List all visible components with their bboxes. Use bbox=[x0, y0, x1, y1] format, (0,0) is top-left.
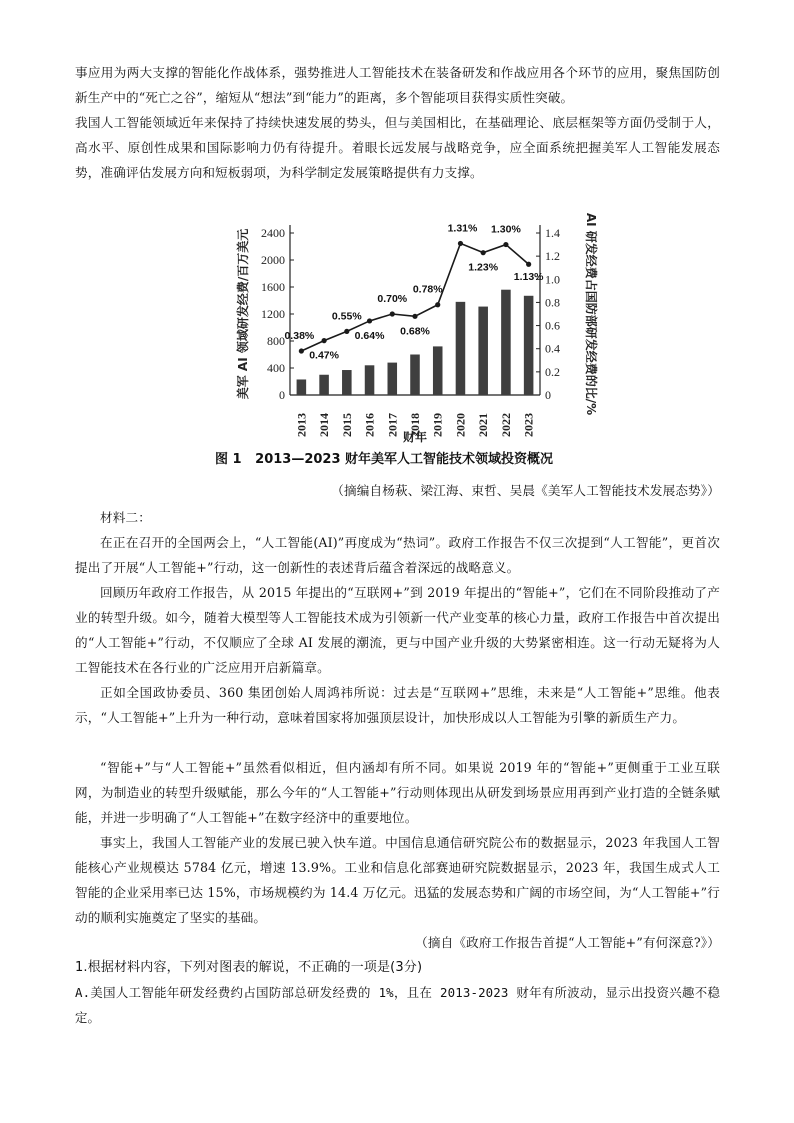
bar-2017 bbox=[388, 363, 398, 395]
ratio-data-label: 1.31% bbox=[447, 222, 478, 235]
x-tick-label: 2020 bbox=[453, 413, 468, 437]
material2-paragraph-5: 事实上，我国人工智能产业的发展已驶入快车道。中国信息通信研究院公布的数据显示，2023 年我国人工智能核心产业规模达 5784 亿元，增速 13.9%。工业和信息化部赛迪研究院数据显示，2023 年，我国生成式人工智能的企业采用率已达 15%，市场规模约为 14.4 万亿元。迅猛的发展态势和广阔的市场空间，为“人工智能+”行动的顺利实施奠定了坚实的基础。 bbox=[75, 835, 720, 925]
x-tick-label: 2023 bbox=[521, 413, 536, 437]
right-tick-label: 0.4 bbox=[545, 341, 560, 356]
question-stem: 1.根据材料内容，下列对图表的解说，不正确的一项是(3分) bbox=[75, 960, 423, 975]
material2-paragraph-2: 回顾历年政府工作报告，从 2015 年提出的“互联网+”到 2019 年提出的“智能+”，它们在不同阶段推动了产业的转型升级。如今，随着大模型等人工智能技术成为引领新一代产业变革的核心力量，政府工作报告中首次提出的“人工智能+”行动，不仅顺应了全球 AI 发展的潮流，更与中国产业升级的大势紧密相连。这一行动无疑将为人工智能技术在各行业的广泛应用开启新篇章。 bbox=[75, 585, 720, 675]
figure-title: 2013—2023 财年美军人工智能技术领域投资概况 bbox=[255, 452, 554, 467]
ratio-data-label: 0.78% bbox=[412, 283, 443, 296]
material2-heading: 材料二： bbox=[100, 510, 151, 525]
ratio-point-2022 bbox=[503, 242, 508, 247]
left-tick-label: 0 bbox=[279, 388, 285, 402]
right-tick-label: 0.6 bbox=[545, 318, 560, 333]
x-tick-label: 2015 bbox=[339, 413, 354, 437]
right-tick-label: 1.0 bbox=[545, 272, 560, 287]
ratio-point-2013 bbox=[299, 348, 304, 353]
ratio-data-label: 1.13% bbox=[513, 271, 544, 284]
right-tick-label: 1.2 bbox=[545, 249, 560, 264]
left-tick-label: 2400 bbox=[261, 226, 285, 240]
left-tick-label: 800 bbox=[267, 334, 285, 348]
ratio-point-2016 bbox=[367, 318, 372, 323]
right-tick-label: 0.2 bbox=[545, 364, 560, 379]
ratio-data-label: 0.47% bbox=[309, 349, 339, 362]
bar-2023 bbox=[524, 296, 534, 395]
x-tick-label: 2013 bbox=[294, 413, 309, 437]
ratio-data-label: 0.70% bbox=[377, 293, 408, 305]
ratio-data-label: 0.64% bbox=[354, 329, 385, 342]
material2-source: （摘自《政府工作报告首提“人工智能+”有何深意?》） bbox=[415, 935, 720, 950]
paragraph-intro-2: 我国人工智能领域近年来保持了持续快速发展的势头，但与美国相比，在基础理论、底层框架等方面仍受制于人，高水平、原创性成果和国际影响力仍有待提升。着眼长远发展与战略竞争，应全面系统把握美军人工智能发展态势，准确评估发展方向和短板弱项，为科学制定发展策略提供有力支撑。 bbox=[75, 115, 720, 180]
x-tick-label: 2014 bbox=[317, 413, 332, 437]
x-tick-label: 2022 bbox=[498, 413, 513, 437]
ratio-data-label: 0.68% bbox=[400, 325, 430, 338]
ratio-point-2017 bbox=[390, 311, 395, 316]
x-tick-label: 2021 bbox=[476, 413, 491, 437]
ratio-point-2014 bbox=[321, 338, 326, 343]
bar-2014 bbox=[319, 375, 329, 395]
bar-2020 bbox=[456, 302, 466, 395]
ratio-data-label: 1.30% bbox=[491, 223, 521, 236]
bar-2022 bbox=[501, 290, 511, 395]
figure-source: （摘编自杨萩、梁江海、束哲、吴晨《美军人工智能技术发展态势》） bbox=[331, 483, 720, 498]
x-axis-title: 财年 bbox=[402, 430, 428, 444]
right-tick-label: 1.4 bbox=[545, 226, 560, 240]
bar-2021 bbox=[478, 307, 488, 395]
ratio-data-label: 0.55% bbox=[331, 310, 362, 323]
left-tick-label: 1600 bbox=[261, 280, 285, 294]
ratio-point-2023 bbox=[526, 262, 531, 267]
investment-chart bbox=[215, 205, 615, 475]
figure-number: 图 1 bbox=[215, 452, 242, 467]
right-tick-label: 0 bbox=[545, 388, 551, 402]
chart-svg bbox=[215, 205, 615, 445]
question-option-a: A.美国人工智能年研发经费约占国防部总研发经费的 1%，且在 2013-2023 财年有所波动，显示出投资兴趣不稳定。 bbox=[75, 985, 720, 1025]
bar-2015 bbox=[342, 370, 352, 395]
ratio-data-label: 1.23% bbox=[468, 261, 499, 274]
ratio-data-label: 0.38% bbox=[284, 330, 315, 343]
x-tick-label: 2017 bbox=[385, 413, 400, 437]
material2-paragraph-4: “智能+”与“人工智能+”虽然看似相近，但内涵却有所不同。如果说 2019 年的“智能+”更侧重于工业互联网，为制造业的转型升级赋能，那么今年的“人工智能+”行动则体现出从研发到场景应用再到产业打造的全链条赋能，并进一步明确了“人工智能+”在数字经济中的重要地位。 bbox=[75, 760, 720, 825]
material2-paragraph-3: 正如全国政协委员、360 集团创始人周鸿祎所说：过去是“互联网+”思维，未来是“人工智能+”思维。他表示，“人工智能+”上升为一种行动，意味着国家将加强顶层设计，加快形成以人工智能为引擎的新质生产力。 bbox=[75, 685, 720, 725]
x-tick-label: 2019 bbox=[430, 413, 445, 437]
right-axis-title: AI 研发经费占国防部研发经费的比/% bbox=[584, 212, 598, 416]
left-axis-title: 美军 AI 领域研发经费/百万美元 bbox=[236, 228, 250, 400]
left-tick-label: 2000 bbox=[261, 253, 285, 267]
x-tick-label: 2018 bbox=[408, 413, 422, 437]
bar-2016 bbox=[365, 365, 375, 395]
left-tick-label: 1200 bbox=[261, 307, 285, 321]
paragraph-intro-continued: 事应用为两大支撑的智能化作战体系，强势推进人工智能技术在装备研发和作战应用各个环节的应用，聚焦国防创新生产中的“死亡之谷”，缩短从“想法”到“能力”的距离，多个智能项目获得实质性突破。 bbox=[75, 65, 720, 105]
ratio-point-2015 bbox=[344, 329, 349, 334]
right-tick-label: 0.8 bbox=[545, 295, 560, 310]
ratio-point-2021 bbox=[481, 250, 486, 255]
ratio-point-2020 bbox=[458, 241, 463, 246]
bar-2018 bbox=[410, 355, 420, 396]
ratio-point-2019 bbox=[435, 302, 440, 307]
bar-2019 bbox=[433, 346, 443, 395]
ratio-point-2018 bbox=[412, 314, 417, 319]
figure-caption bbox=[215, 448, 615, 467]
bar-2013 bbox=[297, 379, 307, 395]
material2-paragraph-1: 在正在召开的全国两会上，“人工智能(AI)”再度成为“热词”。政府工作报告不仅三次提到“人工智能”，更首次提出了开展“人工智能+”行动，这一创新性的表述背后蕴含着深远的战略意义。 bbox=[75, 535, 720, 575]
left-tick-label: 400 bbox=[267, 361, 285, 375]
x-tick-label: 2016 bbox=[362, 413, 377, 437]
